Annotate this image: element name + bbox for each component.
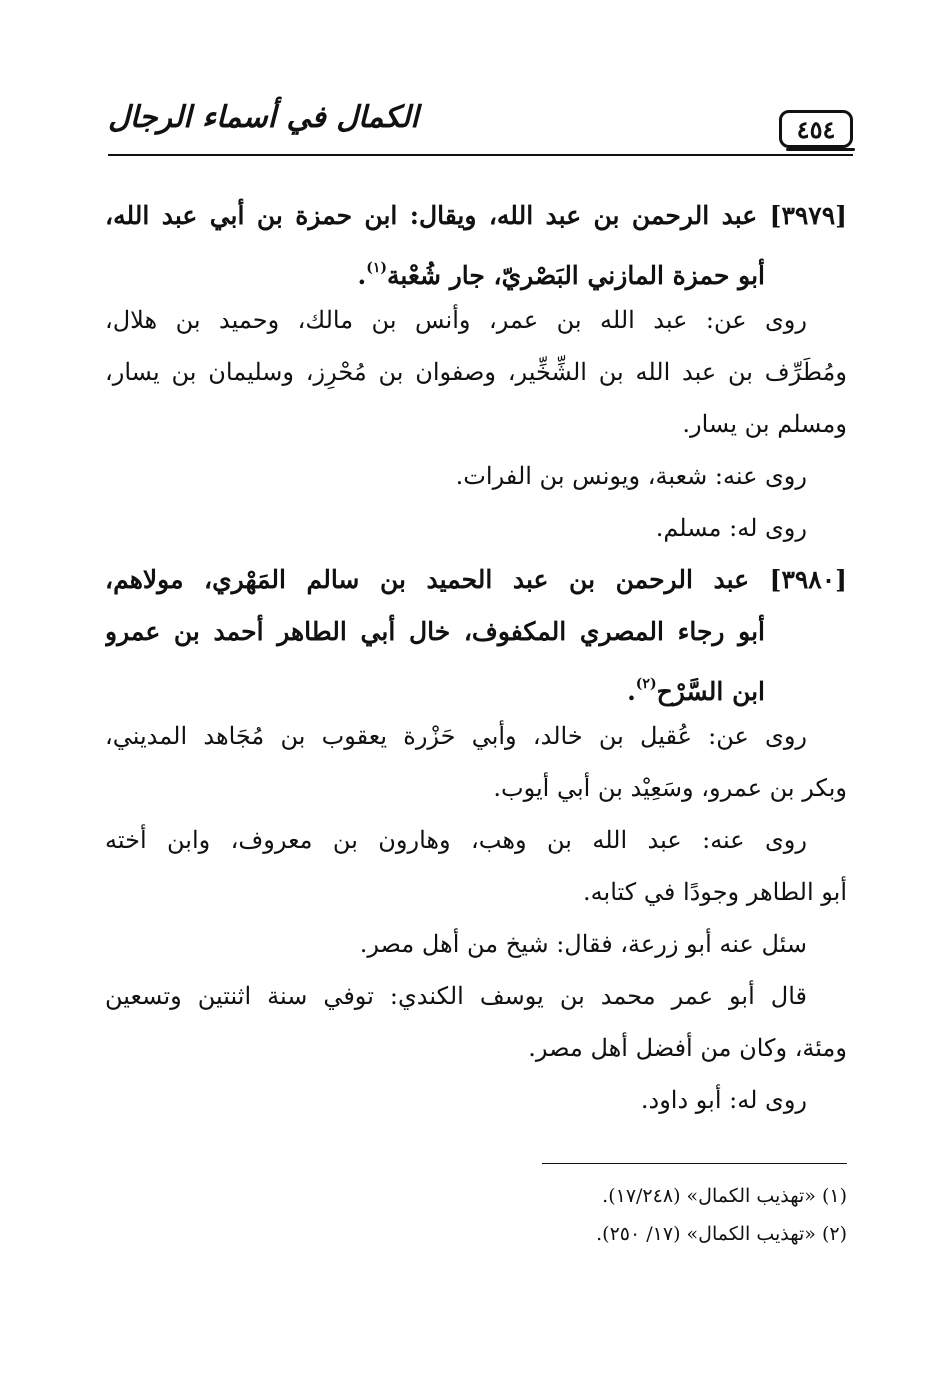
entry-3980-narrated-from: روى عن: عُقيل بن خالد، وأبي حَزْرة يعقوب بن مُجَاهد المديني، [105,722,807,750]
entry-3980-kindi-cont: ومئة، وكان من أفضل أهل مصر. [528,1034,847,1062]
footnote-ref-1: (١) [366,260,388,276]
entry-3980-narrated-by: روى عنه: عبد الله بن وهب، وهارون بن معروف، وابن أخته [105,826,807,854]
entry-3980-name-end: ابن السَّرْح [656,677,765,706]
entry-3979-narrated-from-cont: ومُطَرِّف بن عبد الله بن الشِّخِّير، وصفوان بن مُحْرِز، وسليمان بن يسار، [105,358,847,386]
entry-3980-abu-zura: سئل عنه أبو زرعة، فقال: شيخ من أهل مصر. [359,930,807,958]
footnote-1: (١) «تهذيب الكمال» (١٧/٢٤٨). [602,1185,847,1207]
entry-3980-narrated-for: روى له: أبو داود. [640,1086,807,1114]
header-rule [108,154,853,156]
entry-3980-heading-cont: أبو رجاء المصري المكفوف، خال أبي الطاهر أحمد بن عمرو [105,617,765,646]
entry-3980-heading-end [105,658,847,710]
entry-3979-heading-cont [105,242,847,294]
entry-3980-narrated-from-cont: وبكر بن عمرو، وسَعِيْد بن أبي أيوب. [493,774,847,802]
page-body [105,190,847,1126]
entry-3979-narrated-for: روى له: مسلم. [655,514,807,542]
entry-3979-narrated-by: روى عنه: شعبة، ويونس بن الفرات. [455,462,807,490]
footnote-rule [542,1163,847,1164]
entry-3980-kindi: قال أبو عمر محمد بن يوسف الكندي: توفي سنة اثنتين وتسعين [105,982,807,1010]
entry-3979-heading: [٣٩٧٩] عبد الرحمن بن عبد الله، ويقال: ابن حمزة بن أبي عبد الله، [105,201,847,230]
entry-3980-narrated-by-cont: أبو الطاهر وجودًا في كتابه. [583,878,847,906]
book-title: الكمال في أسماء الرجال [108,100,419,135]
footnote-ref-2: (٢) [635,676,657,692]
page-number-box [779,110,853,148]
entry-3979-name: أبو حمزة المازني البَصْريّ، جار شُعْبة [387,261,765,290]
entry-3979-narrated-from-end: ومسلم بن يسار. [682,410,847,438]
page-number: ٤٥٤ [796,114,836,144]
footnote-2: (٢) «تهذيب الكمال» (١٧/ ٢٥٠). [596,1223,847,1245]
heading-end-dot: . [357,261,367,290]
footnotes [105,1163,847,1253]
heading-end-dot: . [627,677,636,706]
entry-3980-heading: [٣٩٨٠] عبد الرحمن بن عبد الحميد بن سالم المَهْري، مولاهم، [105,565,847,594]
entry-3979-narrated-from: روى عن: عبد الله بن عمر، وأنس بن مالك، وحميد بن هلال، [105,306,807,334]
page-header [108,96,853,160]
